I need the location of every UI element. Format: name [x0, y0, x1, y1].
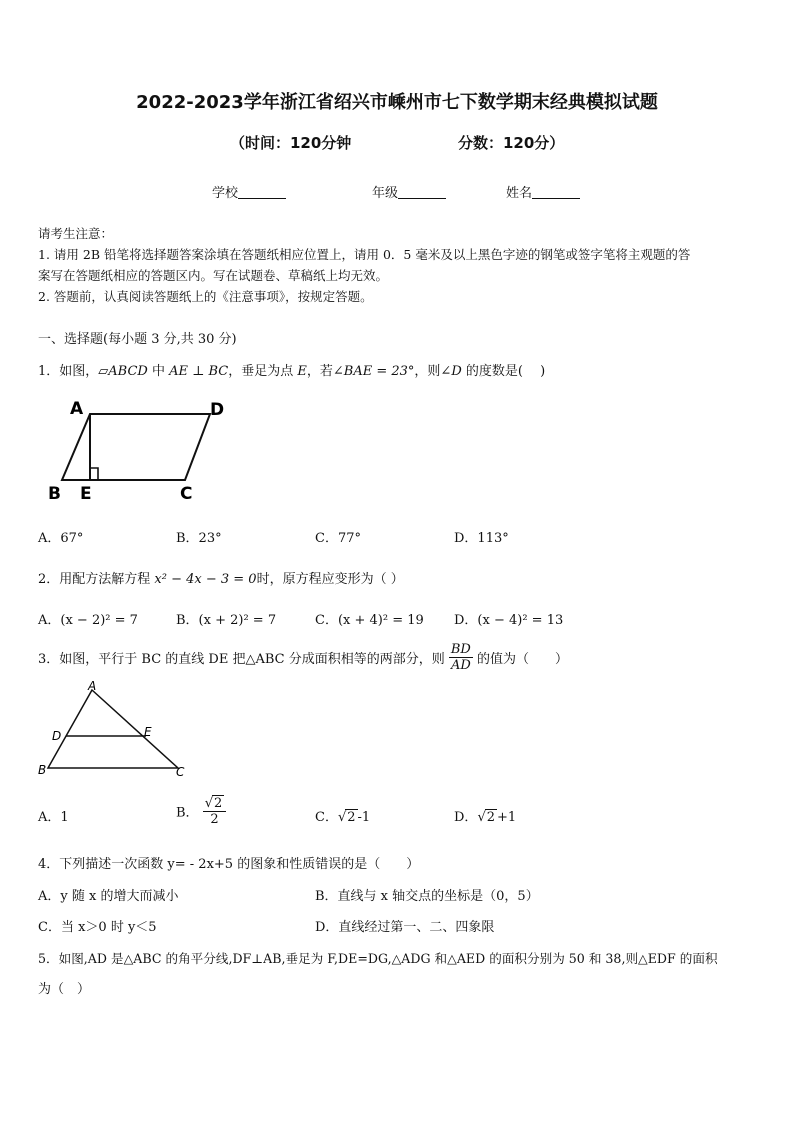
q1-option-c: C．77° [315, 531, 361, 546]
q4-option-b: B．直线与 x 轴交点的坐标是（0，5） [315, 889, 539, 904]
q3-option-d-tail: +1 [497, 810, 517, 825]
q3-option-b-label: B． [176, 805, 199, 821]
q1-prefix: 1．如图， [38, 364, 99, 379]
q1-point-e: E [297, 364, 307, 379]
question-3-stem [38, 642, 568, 673]
q3-option-b [176, 795, 226, 827]
q1-text: ，若 [306, 364, 333, 379]
label-e: E [144, 725, 152, 739]
q3-option-d-label: D． [454, 810, 478, 825]
right-angle-mark [90, 468, 98, 480]
q1-parallelogram-figure [40, 396, 240, 506]
q3-fraction [449, 642, 473, 673]
notice-item-1b: 案写在答题纸相应的答题区内。写在试题卷、草稿纸上均无效。 [38, 268, 389, 283]
q3-option-b-frac: $\frac{√2}{2}$ [203, 795, 227, 827]
q2-suffix: 时，原方程应变形为（ ） [256, 572, 404, 587]
q2-option-a: A．(x − 2)² = 7 [38, 613, 138, 628]
school-label: 学校 [212, 186, 239, 201]
q1-text: ，垂足为点 [228, 364, 298, 379]
exam-score: 分数：120分） [458, 134, 565, 152]
label-c: C [180, 484, 193, 504]
label-b: B [38, 763, 47, 777]
q1-option-d: D．113° [454, 531, 509, 546]
label-c: C [176, 765, 185, 779]
q1-parallelogram: ▱ABCD [98, 364, 148, 379]
q2-option-b: B．(x + 2)² = 7 [176, 613, 277, 628]
q2-equation: x² − 4x − 3 = 0 [154, 572, 257, 587]
school-field [212, 182, 286, 201]
q3-prefix: 3．如图，平行于 BC 的直线 DE 把△ABC 分成面积相等的两部分，则 [38, 652, 445, 667]
q3-fraction-num: BD [450, 642, 471, 657]
q1-suffix: 的度数是( ) [461, 364, 546, 379]
q3-option-c-tail: -1 [357, 810, 371, 825]
q2-option-d: D．(x − 4)² = 13 [454, 613, 564, 628]
label-b: B [48, 484, 61, 504]
grade-label: 年级 [372, 186, 399, 201]
exam-time: （时间：120分钟 [230, 134, 352, 152]
label-a: A [88, 680, 97, 693]
question-2-stem [38, 568, 404, 587]
label-a: A [70, 399, 84, 419]
label-e: E [80, 484, 92, 504]
q4-option-a: A．y 随 x 的增大而减小 [38, 889, 179, 904]
q4-option-c: C．当 x＞0 时 y＜5 [38, 920, 157, 935]
label-d: D [210, 400, 225, 420]
q1-option-a: A．67° [38, 531, 84, 546]
q2-option-c: C．(x + 4)² = 19 [315, 613, 424, 628]
q3-option-b-den: 2 [210, 812, 219, 827]
q1-angle: ∠BAE = 23° [332, 364, 415, 379]
notice-item-2: 2. 答题前，认真阅读答题纸上的《注意事项》，按规定答题。 [38, 289, 373, 304]
triangle-abc [48, 690, 178, 768]
q1-option-b: B．23° [176, 531, 222, 546]
q3-option-d-root: 2 [486, 810, 496, 825]
q1-text: ，则 [414, 364, 441, 379]
q3-fraction-den: AD [450, 658, 471, 673]
q4-option-d: D．直线经过第一、二、四象限 [315, 920, 495, 935]
q3-option-c-root: 2 [347, 810, 356, 825]
q3-option-d: D．√2 +1 [454, 810, 517, 825]
name-blank [532, 185, 580, 199]
label-d: D [52, 729, 62, 743]
q3-option-b-num: 2 [214, 796, 223, 811]
parallelogram-shape [62, 414, 210, 480]
name-field [506, 182, 580, 201]
section-choice-heading: 一、选择题(每小题 3 分,共 30 分) [38, 332, 237, 347]
q3-option-c: C．√2 -1 [315, 810, 371, 825]
q3-option-a: A．1 [38, 810, 69, 825]
exam-title: 2022-2023学年浙江省绍兴市嵊州市七下数学期末经典模拟试题 [136, 92, 658, 113]
q1-perp: AE ⊥ BC [169, 364, 229, 379]
q2-prefix: 2．用配方法解方程 [38, 572, 155, 587]
notice-item-1a: 1. 请用 2B 铅笔将选择题答案涂填在答题纸相应位置上，请用 0．5 毫米及以上黑色字迹的钢笔或签字笔将主观题的答 [38, 247, 691, 262]
grade-blank [398, 185, 446, 199]
grade-field [372, 182, 446, 201]
q1-text: 中 [147, 364, 170, 379]
question-5-line-1: 5．如图,AD 是△ABC 的角平分线,DF⊥AB,垂足为 F,DE=DG,△ADG 和△AED 的面积分别为 50 和 38,则△EDF 的面积 [38, 951, 718, 966]
q1-angle-d: ∠D [440, 364, 462, 379]
name-label: 姓名 [506, 186, 533, 201]
notice-heading: 请考生注意： [38, 226, 114, 241]
question-4-stem: 4．下列描述一次函数 y= - 2x+5 的图象和性质错误的是（ ） [38, 857, 420, 872]
q3-suffix: 的值为（ ） [476, 652, 568, 667]
question-1-stem [38, 360, 545, 379]
school-blank [238, 185, 286, 199]
q3-triangle-figure [36, 680, 196, 780]
question-5-line-2: 为（ ） [38, 982, 91, 997]
q3-option-c-label: C． [315, 810, 338, 825]
